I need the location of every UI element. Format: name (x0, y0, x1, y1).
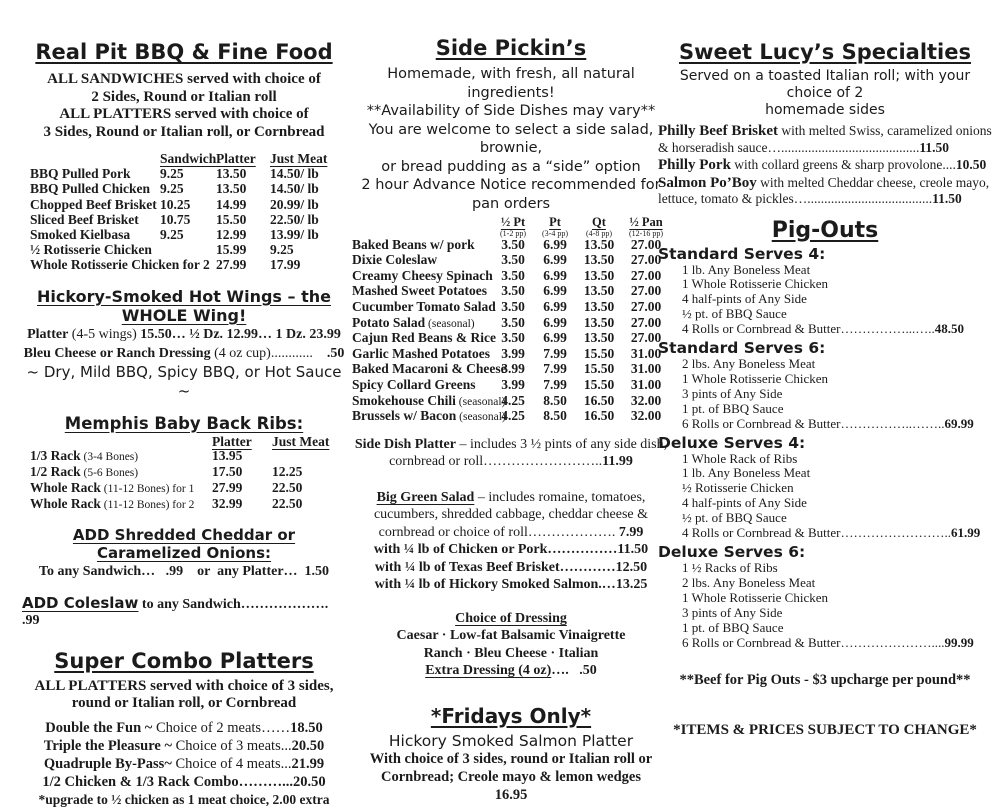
side-dish-platter-name: Side Dish Platter (354, 436, 456, 452)
side-name: Baked Beans w/ pork (352, 236, 475, 252)
package-item: 1 Whole Rotisserie Chicken (682, 370, 828, 386)
price-platter: 13.95 (212, 448, 243, 464)
price-platter: 15.50 (216, 211, 247, 227)
specialty-name: Philly Pork (658, 157, 731, 173)
col-header-label: Platter (216, 151, 256, 166)
item-name (30, 497, 212, 513)
prices-subject-to-change-note: *ITEMS & PRICES SUBJECT TO CHANGE* (673, 722, 977, 739)
salad-addon-price: 13.25 (615, 577, 648, 593)
sides-price-table (352, 215, 670, 425)
package-item-priced (682, 417, 992, 432)
price-just-meat: 22.50 (272, 480, 303, 496)
item-name (30, 449, 212, 465)
item-name (352, 361, 507, 378)
side-name: Smokehouse Chili (352, 392, 456, 408)
price-half-pint: 3.50 (501, 283, 525, 299)
package-item: 2 lbs. Any Boneless Meat (682, 356, 816, 372)
fridays-line: Cornbread; Creole mayo & lemon wedges (380, 768, 642, 785)
package-item: 1 Whole Rotisserie Chicken (682, 589, 828, 605)
package-price: 99.99 (944, 634, 974, 650)
price-just-meat: 9.25 (270, 242, 294, 258)
item-name: Whole Rotisserie Chicken for 2 (30, 257, 210, 273)
rib-detail: (11-12 Bones) for 1 (100, 483, 195, 496)
price-just-meat: 22.50/ lb (270, 211, 319, 227)
middle-column (352, 0, 670, 804)
rib-name: Whole Rack (30, 480, 101, 496)
package-item: 1 pt. of BBQ Sauce (682, 619, 784, 635)
combo-desc: Choice of 2 meats…… (155, 719, 291, 736)
item-name (352, 408, 506, 425)
wings-platter-qty: (4-5 wings) (68, 326, 141, 342)
section-title-sweet-lucys: Sweet Lucy’s Specialties (678, 40, 971, 64)
salad-addon-price: 12.50 (615, 559, 648, 575)
combo-items (22, 719, 346, 791)
price-platter: 32.99 (212, 495, 243, 511)
package-item: 3 pints of Any Side (682, 604, 783, 620)
combo-price: 20.50 (291, 737, 325, 754)
price-quart: 13.50 (583, 314, 615, 330)
intro-line: round or Italian roll, or Cornbread (71, 695, 297, 712)
specialty-desc: with melted Swiss, caramelized onions & horseradish sauce…......................................... (658, 123, 992, 155)
side-dish-platter (352, 436, 670, 471)
side-name: Creamy Cheesy Spinach (352, 267, 493, 283)
package-heading: Deluxe Serves 4: (658, 433, 806, 452)
sides-intro (352, 65, 670, 213)
price-quart: 13.50 (583, 252, 615, 268)
package-item-label: 4 Rolls or Cornbread & Butter……………...….. (682, 321, 935, 337)
price-half-pan: 31.00 (630, 376, 662, 392)
add-coleslaw-rest: to any Sandwich………………. (138, 596, 343, 612)
intro-line: You are welcome to select a side salad, brownie, (368, 121, 654, 156)
package-item: 1 lb. Any Boneless Meat (682, 465, 811, 481)
price-half-pint: 3.50 (501, 267, 525, 283)
price-pint: 6.99 (543, 236, 567, 252)
item-name: Chopped Beef Brisket (30, 196, 157, 212)
price-sandwich: 9.25 (160, 181, 184, 197)
salad-addon (352, 576, 670, 594)
side-dish-platter-price: 11.99 (602, 454, 633, 470)
intro-line: ALL SANDWICHES served with choice of (47, 71, 321, 87)
price-half-pint: 3.99 (501, 376, 525, 392)
col-header-sub: (4-8 pp) (586, 228, 612, 238)
price-half-pint: 3.99 (501, 361, 525, 377)
col-header-quart (576, 215, 622, 238)
add-cheddar-title: ADD Shredded Cheddar or Caramelized Onions: (72, 525, 296, 562)
extra-dressing-label: Extra Dressing (4 oz) (425, 663, 552, 679)
rib-detail: (5-6 Bones) (80, 467, 139, 480)
side-dish-platter-desc: – includes 3 ½ pints of any side dish, cornbread or roll…………………….. (389, 436, 668, 470)
item-name (352, 347, 492, 363)
price-half-pint: 3.99 (501, 345, 525, 361)
price-quart: 13.50 (583, 236, 615, 252)
rib-name: 1/2 Rack (30, 464, 81, 480)
side-note: (seasonal) (455, 395, 506, 408)
item-name (352, 253, 492, 269)
specialty-desc: with collard greens & sharp provolone.... (730, 157, 956, 172)
price-platter: 12.99 (216, 227, 247, 243)
package-heading: Standard Serves 4: (658, 244, 826, 263)
price-half-pint: 3.50 (501, 252, 525, 268)
col-header-sub: (12-16 pp) (629, 228, 663, 238)
price-half-pint: 3.50 (501, 330, 525, 346)
big-green-salad (352, 489, 670, 594)
package-item: ½ pt. of BBQ Sauce (682, 306, 787, 322)
side-name: Potato Salad (352, 314, 426, 330)
dressing-line: Ranch · Bleu Cheese · Italian (423, 645, 599, 661)
intro-line: 2 hour Advance Notice recommended for pan orders (361, 177, 661, 212)
col-header-label: ½ Pt (500, 215, 526, 229)
pig-out-package (658, 340, 992, 432)
side-name: Spicy Collard Greens (352, 376, 476, 392)
price-sandwich: 10.75 (160, 211, 191, 227)
wings-platter-prices: 15.50… ½ Dz. 12.99… 1 Dz. 23.99 (140, 326, 341, 342)
price-just-meat: 13.99/ lb (270, 227, 319, 243)
side-name: Cajun Red Beans & Rice (352, 330, 496, 346)
price-platter: 13.50 (216, 181, 247, 197)
package-item: ½ Rotisserie Chicken (682, 480, 794, 496)
dressing-section (352, 610, 670, 680)
wings-dressing-label: Bleu Cheese or Ranch Dressing (23, 345, 211, 361)
wings-platter-label: Platter (27, 326, 69, 342)
col-header-label: Just Meat (270, 151, 328, 166)
salad-addon-label: with ¼ lb of Texas Beef Brisket………… (374, 559, 616, 575)
price-pint: 6.99 (543, 330, 567, 346)
price-platter: 15.99 (216, 242, 247, 258)
price-platter: 27.99 (212, 480, 243, 496)
fridays-section (352, 704, 670, 804)
col-header-label: Platter (212, 433, 252, 449)
package-item-label: 6 Rolls or Cornbread & Butter……………..…….. (682, 415, 945, 431)
spacer-cell (30, 435, 212, 450)
price-half-pint: 3.50 (501, 236, 525, 252)
package-item: 4 half-pints of Any Side (682, 291, 807, 307)
col-header-label: Pt (549, 215, 561, 229)
section-title-pig-outs: Pig-Outs (771, 217, 879, 243)
combo-price: 18.50 (290, 719, 323, 736)
add-cheddar-line: To any Sandwich… .99 or any Platter… 1.50 (38, 563, 330, 579)
combo-name: Triple the Pleasure ~ (43, 737, 176, 754)
combo-name: Quadruple By-Pass~ (43, 755, 176, 772)
big-green-salad-price: 7.99 (618, 524, 644, 540)
combo-name: 1/2 Chicken & 1/3 Rack Combo………... (42, 773, 293, 790)
beef-upcharge-note: **Beef for Pig Outs - $3 upcharge per pound** (679, 672, 971, 689)
specialty-desc: with melted Cheddar cheese, creole mayo, lettuce, tomato & pickles…..................................... (658, 174, 990, 206)
price-just-meat: 14.50/ lb (270, 166, 319, 182)
specialty-price: 11.50 (919, 139, 949, 155)
price-half-pan: 27.00 (630, 283, 662, 299)
side-name: Brussels w/ Bacon (352, 408, 457, 424)
specialty-item (658, 123, 992, 156)
section-title-super-combo: Super Combo Platters (54, 648, 314, 673)
combo-price: 21.99 (291, 755, 325, 772)
price-quart: 16.50 (583, 408, 615, 424)
big-green-salad-name: Big Green Salad (376, 489, 475, 505)
rib-name: Whole Rack (30, 495, 101, 511)
col-header-platter (216, 151, 270, 166)
package-item: 4 half-pints of Any Side (682, 495, 807, 511)
package-price: 48.50 (934, 321, 965, 337)
price-half-pan: 27.00 (630, 330, 662, 346)
add-coleslaw-price: .99 (22, 612, 40, 628)
specialty-name: Salmon Po’Boy (658, 174, 757, 191)
intro-line: 3 Sides, Round or Italian roll, or Cornbread (43, 123, 325, 140)
pig-out-package (658, 246, 992, 338)
combo-name: Double the Fun ~ (45, 719, 156, 736)
section-title-hot-wings: Hickory-Smoked Hot Wings – the WHOLE Wing! (37, 286, 331, 325)
price-pint: 7.99 (543, 345, 567, 361)
package-price: 61.99 (951, 525, 981, 541)
col-header-platter (212, 435, 272, 450)
specialty-price: 11.50 (932, 191, 962, 206)
wings-dressing-price: .50 (326, 345, 345, 361)
combo-item (22, 719, 346, 737)
item-name (352, 284, 492, 300)
extra-dressing-price: .50 (579, 663, 597, 679)
intro-line: **Availability of Side Dishes may vary** (366, 103, 656, 119)
extra-dressing-line (352, 662, 670, 680)
price-sandwich (160, 257, 216, 272)
salad-addon-label: with ¼ lb of Chicken or Pork…………… (373, 542, 618, 558)
price-sandwich: 10.25 (160, 196, 191, 212)
price-just-meat: 12.25 (272, 464, 303, 480)
specialty-name: Philly Beef Brisket (658, 123, 778, 139)
price-half-pan: 31.00 (630, 361, 662, 377)
item-name (352, 238, 492, 254)
price-half-pan: 27.00 (630, 298, 662, 314)
intro-line: Served on a toasted Italian roll; with your choice of 2 (679, 68, 971, 101)
combo-intro (22, 678, 346, 713)
price-half-pint: 3.50 (501, 298, 525, 314)
price-quart: 13.50 (583, 267, 615, 283)
rib-detail: (11-12 Bones) for 2 (100, 498, 195, 511)
package-item: 1 Whole Rotisserie Chicken (682, 276, 828, 292)
section-title-ribs: Memphis Baby Back Ribs: (64, 413, 304, 433)
price-just-meat: 20.99/ lb (270, 196, 319, 212)
combo-item (22, 773, 346, 791)
intro-line: homemade sides (765, 102, 885, 118)
package-item-priced (682, 636, 992, 651)
left-column (22, 0, 346, 808)
price-half-pint: 4.25 (501, 408, 525, 424)
item-name (30, 465, 212, 481)
price-sandwich: 9.25 (160, 166, 184, 182)
price-sandwich (160, 242, 216, 257)
ribs-price-table (30, 435, 346, 513)
rib-detail: (3-4 Bones) (80, 451, 139, 464)
price-half-pan: 27.00 (630, 267, 662, 283)
item-name (352, 378, 492, 394)
item-name (352, 392, 506, 410)
extra-dressing-dots: …. (551, 663, 580, 679)
combo-note: *upgrade to ½ chicken as 1 meat choice, 2.00 extra (38, 791, 330, 807)
price-just-meat: 14.50/ lb (270, 181, 319, 197)
salad-addon (352, 559, 670, 577)
price-pint: 6.99 (543, 252, 567, 268)
price-platter: 17.50 (212, 464, 243, 480)
side-name: Cucumber Tomato Salad (352, 298, 496, 314)
price-pint: 7.99 (543, 376, 567, 392)
price-half-pan: 32.00 (630, 408, 662, 424)
side-name: Garlic Mashed Potatoes (352, 345, 490, 361)
item-name (352, 316, 492, 332)
item-name: Smoked Kielbasa (30, 227, 131, 243)
side-name: Mashed Sweet Potatoes (352, 283, 487, 299)
package-item-priced (682, 526, 992, 541)
price-just-meat (272, 449, 354, 465)
package-heading: Deluxe Serves 6: (658, 543, 806, 561)
price-half-pan: 27.00 (630, 236, 662, 252)
intro-line: Homemade, with fresh, all natural ingredients! (387, 66, 635, 101)
package-item-label: 6 Rolls or Cornbread & Butter………………….... (682, 634, 945, 650)
combo-price: 20.50 (292, 773, 326, 790)
combo-item (22, 737, 346, 755)
col-header-pint (534, 215, 576, 238)
salad-addon-label: with ¼ lb of Hickory Smoked Salmon.… (374, 577, 616, 593)
package-item: 1 pt. of BBQ Sauce (682, 400, 784, 416)
price-pint: 6.99 (543, 314, 567, 330)
price-half-pan: 32.00 (630, 392, 662, 408)
spacer-cell (30, 151, 160, 166)
price-platter: 14.99 (216, 196, 247, 212)
price-pint: 6.99 (543, 283, 567, 299)
item-name (30, 481, 212, 497)
item-name (352, 269, 492, 285)
price-sandwich: 9.25 (160, 227, 184, 243)
intro-line: ALL PLATTERS served with choice of 3 sides, (34, 677, 334, 694)
price-half-pan: 27.00 (630, 252, 662, 268)
price-quart: 13.50 (583, 298, 615, 314)
package-item-label: 4 Rolls or Cornbread & Butter…………………….. (682, 525, 952, 541)
price-just-meat: 17.99 (270, 257, 301, 273)
big-green-salad-desc: – includes romaine, tomatoes, cucumbers, shredded cabbage, cheddar cheese & cornbread or choice of roll………………. (373, 489, 649, 540)
combo-desc: Choice of 4 meats... (175, 755, 292, 772)
price-half-pint: 4.25 (501, 392, 525, 408)
price-quart: 15.50 (583, 345, 615, 361)
wings-dressing-qty: (4 oz cup)............ (210, 345, 327, 361)
price-pint: 7.99 (543, 361, 567, 377)
right-column (658, 0, 992, 739)
col-header-sub: (1-2 pp) (500, 228, 526, 238)
price-half-pan: 27.00 (630, 314, 662, 330)
specialty-item (658, 157, 992, 174)
salad-addon-price: 11.50 (617, 542, 649, 558)
price-pint: 8.50 (543, 392, 567, 408)
add-coleslaw-line (22, 594, 346, 629)
col-header-label: Just Meat (272, 433, 330, 449)
col-header-just-meat (272, 435, 354, 450)
price-quart: 15.50 (583, 361, 615, 377)
col-header-sub: (3-4 pp) (542, 228, 568, 238)
fridays-title: *Fridays Only* (430, 703, 592, 728)
spacer-cell (352, 215, 492, 238)
price-pint: 6.99 (543, 267, 567, 283)
wings-dressing-line (22, 344, 346, 363)
rib-name: 1/3 Rack (30, 448, 81, 464)
fridays-line: With choice of 3 sides, round or Italian roll or (369, 750, 653, 767)
specialties-intro (658, 68, 992, 119)
price-quart: 13.50 (583, 283, 615, 299)
col-header-label: Qt (592, 215, 606, 229)
add-coleslaw-label: ADD Coleslaw (22, 593, 139, 612)
pig-out-package (658, 435, 992, 541)
intro-line: 2 Sides, Round or Italian roll (91, 88, 277, 105)
price-half-pan: 31.00 (630, 345, 662, 361)
price-quart: 16.50 (583, 392, 615, 408)
price-pint: 6.99 (543, 298, 567, 314)
col-header-label: Sandwich (160, 151, 217, 166)
dressing-line: Caesar · Low-fat Balsamic Vinaigrette (396, 628, 626, 644)
fridays-subtitle: Hickory Smoked Salmon Platter (388, 731, 634, 750)
salad-addon (352, 541, 670, 559)
pig-out-packages (658, 246, 992, 651)
pig-out-package (658, 544, 992, 650)
package-item: 1 ½ Racks of Ribs (682, 560, 778, 575)
package-item-priced (682, 322, 992, 337)
side-note: (seasonal) (425, 317, 475, 330)
price-pint: 8.50 (543, 408, 567, 424)
item-name: ½ Rotisserie Chicken (30, 242, 152, 258)
col-header-half-pint (492, 215, 534, 238)
intro-line: or bread pudding as a “side” option (381, 158, 641, 175)
sandwich-platter-intro (22, 71, 346, 141)
col-header-just-meat (270, 151, 354, 166)
package-item: ½ pt. of BBQ Sauce (682, 510, 787, 526)
item-name (352, 298, 496, 316)
price-half-pint: 3.50 (501, 314, 525, 330)
col-header-sandwich (160, 151, 216, 166)
package-heading: Standard Serves 6: (658, 339, 826, 358)
wings-platter-line (22, 325, 346, 344)
item-name (352, 330, 496, 347)
price-platter: 27.99 (216, 257, 247, 273)
dressing-title: Choice of Dressing (455, 610, 567, 626)
package-item: 1 lb. Any Boneless Meat (682, 261, 811, 277)
combo-item (22, 755, 346, 773)
col-header-label: ½ Pan (629, 215, 663, 229)
fridays-price: 16.95 (494, 786, 528, 803)
price-just-meat: 22.50 (272, 495, 303, 511)
side-name: Dixie Coleslaw (352, 252, 438, 268)
intro-line: ALL PLATTERS served with choice of (59, 106, 309, 122)
price-platter: 13.50 (216, 166, 247, 182)
price-quart: 13.50 (583, 330, 615, 346)
combo-desc: Choice of 3 meats... (175, 737, 292, 754)
package-item: 3 pints of Any Side (682, 385, 783, 401)
item-name: Sliced Beef Brisket (30, 211, 139, 227)
side-note: (seasonal) (456, 411, 506, 424)
price-quart: 15.50 (583, 376, 615, 392)
specialty-items (658, 123, 992, 208)
wings-sauce-options: ~ Dry, Mild BBQ, Spicy BBQ, or Hot Sauce ~ (26, 362, 342, 400)
section-title-side-pickins: Side Pickin’s (435, 36, 587, 60)
item-name: BBQ Pulled Pork (30, 166, 131, 182)
specialty-price: 10.50 (955, 157, 987, 172)
specialty-item (658, 175, 992, 208)
package-item: 1 Whole Rack of Ribs (682, 450, 798, 466)
package-item: 2 lbs. Any Boneless Meat (682, 574, 816, 590)
package-price: 69.99 (944, 415, 974, 431)
section-title-real-pit-bbq: Real Pit BBQ & Fine Food (35, 40, 333, 64)
meat-price-table (30, 151, 346, 273)
item-name: BBQ Pulled Chicken (30, 181, 151, 197)
side-name: Baked Macaroni & Cheese (352, 361, 507, 377)
